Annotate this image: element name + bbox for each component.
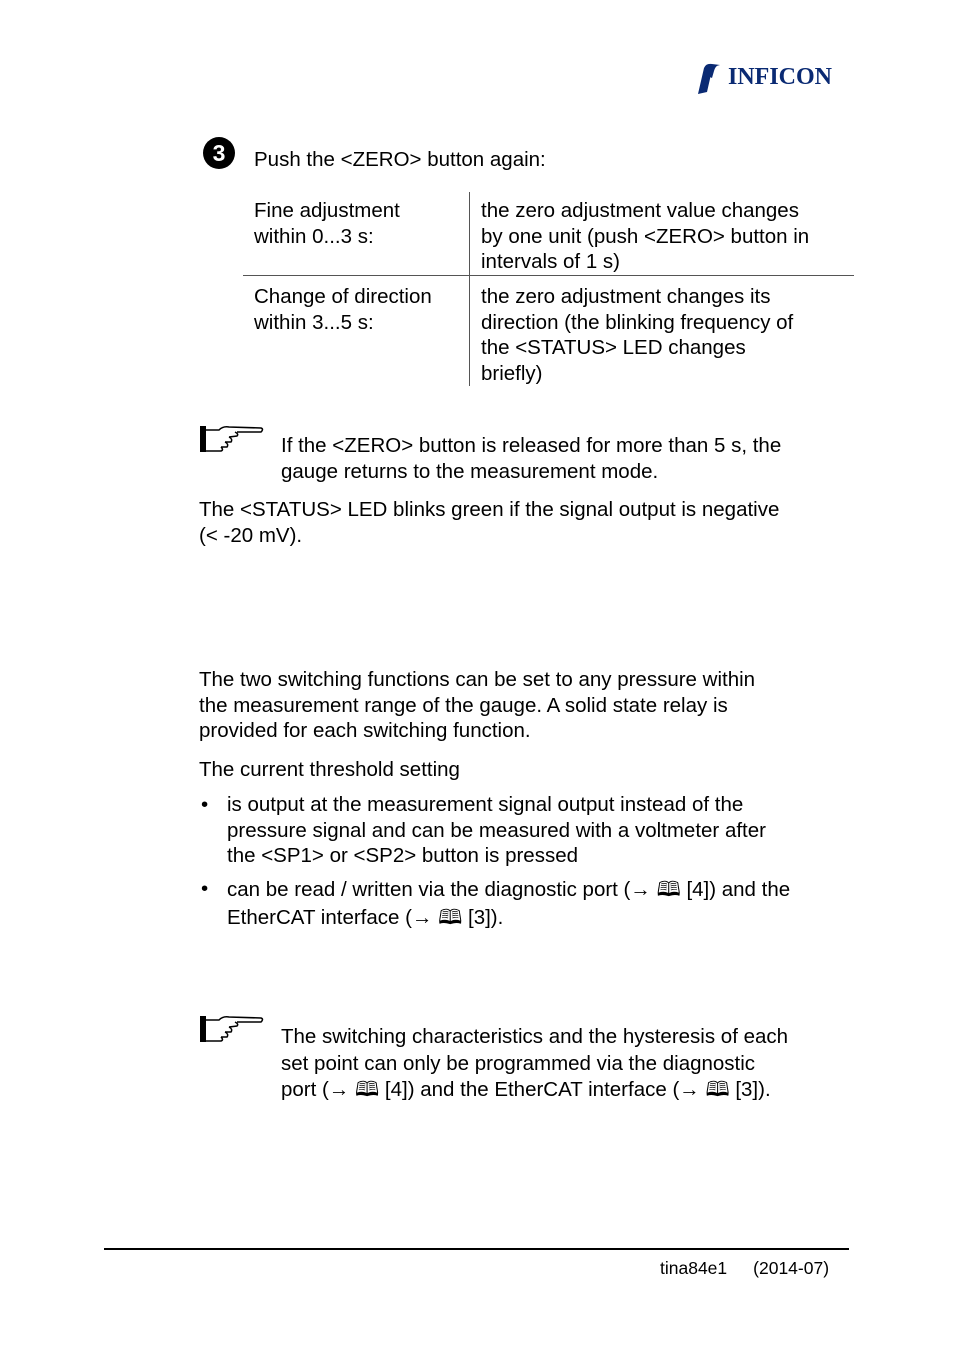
note-line: If the <ZERO> button is released for more than 5 s, the: [281, 434, 782, 457]
inficon-logo: [694, 62, 846, 96]
table-row-1-label: [254, 198, 400, 249]
footer-rule: [104, 1248, 849, 1250]
threshold-intro: The current threshold setting: [199, 758, 460, 781]
pointing-hand-icon: [199, 1014, 265, 1044]
table-cell-line: Change of direction: [254, 285, 432, 308]
step-number-icon: 3: [203, 137, 235, 169]
status-led-paragraph: [199, 497, 779, 548]
bullet-line: pressure signal and can be measured with a voltmeter after: [227, 818, 766, 842]
table-row-2-description: [481, 284, 793, 386]
note-zero-release: [281, 433, 781, 484]
table-cell-line: the zero adjustment value changes: [481, 199, 799, 222]
bullet-line: is output at the measurement signal output instead of the: [227, 793, 744, 816]
note-line: The switching characteristics and the hysteresis of each: [281, 1025, 789, 1048]
switching-functions-paragraph: [199, 667, 755, 744]
table-cell-line: direction (the blinking frequency of: [481, 310, 794, 334]
note-line: port (→ 🕮 [4]) and the EtherCAT interface (→ 🕮 [3]).: [281, 1078, 771, 1101]
table-row-1-description: [481, 198, 809, 275]
table-column-divider: [469, 192, 470, 386]
bullet-dot-icon: •: [201, 793, 209, 816]
paragraph-line: The <STATUS> LED blinks green if the signal output is negative: [199, 498, 780, 521]
bullet-dot-icon: •: [201, 877, 209, 900]
footer-doc-info: [660, 1257, 829, 1279]
paragraph-line: the measurement range of the gauge. A solid state relay is: [199, 693, 728, 717]
note-line: set point can only be programmed via the diagnostic: [281, 1051, 756, 1075]
pointing-hand-icon: [199, 424, 265, 454]
table-cell-line: within 3...5 s:: [254, 310, 374, 334]
inficon-logo-mark-icon: [694, 62, 724, 96]
footer-date: (2014-07): [753, 1258, 830, 1278]
bullet-item: [227, 792, 766, 869]
note-switching-characteristics: [281, 1024, 788, 1104]
step-instruction: Push the <ZERO> button again:: [254, 148, 546, 171]
table-row-2-label: [254, 284, 432, 335]
table-row-divider: [243, 275, 854, 276]
table-cell-line: intervals of 1 s): [481, 250, 620, 274]
bullet-line: EtherCAT interface (→ 🕮 [3]).: [227, 905, 504, 929]
bullet-line: the <SP1> or <SP2> button is pressed: [227, 844, 579, 868]
logo-text: INFICON: [728, 64, 833, 90]
paragraph-line: The two switching functions can be set to any pressure within: [199, 668, 756, 691]
bullet-line: can be read / written via the diagnostic port (→ 🕮 [4]) and the: [227, 878, 791, 901]
table-cell-line: the zero adjustment changes its: [481, 285, 771, 308]
zero-adjustment-table: [243, 192, 854, 386]
table-cell-line: briefly): [481, 361, 543, 385]
footer-doc-id: tina84e1: [660, 1258, 728, 1278]
table-cell-line: the <STATUS> LED changes: [481, 336, 746, 360]
table-cell-line: within 0...3 s:: [254, 224, 374, 248]
table-cell-line: by one unit (push <ZERO> button in: [481, 224, 810, 248]
note-line: gauge returns to the measurement mode.: [281, 459, 659, 483]
table-cell-line: Fine adjustment: [254, 199, 400, 222]
paragraph-line: provided for each switching function.: [199, 719, 531, 743]
bullet-item: [227, 876, 790, 931]
paragraph-line: (< -20 mV).: [199, 523, 303, 547]
